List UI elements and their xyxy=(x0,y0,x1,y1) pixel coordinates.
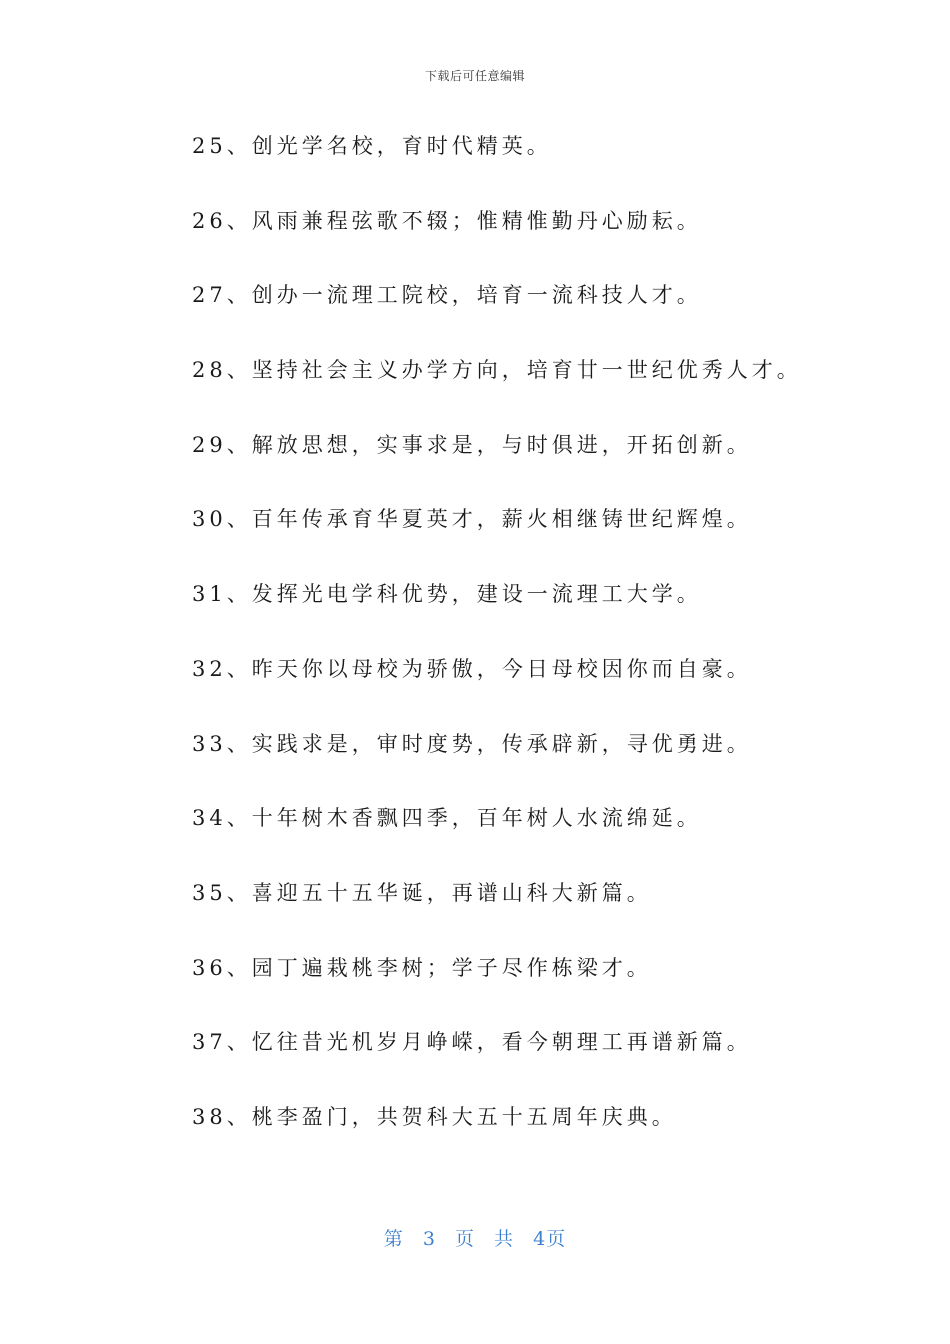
footer-page-prefix: 第 xyxy=(383,1228,404,1250)
header-note: 下载后可任意编辑 xyxy=(424,69,525,83)
slogan-line: 27、创办一流理工院校，培育一流科技人才。 xyxy=(192,283,702,308)
page-footer xyxy=(0,1224,950,1251)
footer-total-word: 共 xyxy=(494,1228,515,1250)
slogan-line: 35、喜迎五十五华诞，再谱山科大新篇。 xyxy=(192,880,652,905)
slogan-line: 37、忆往昔光机岁月峥嵘，看今朝理工再谱新篇。 xyxy=(192,1030,752,1055)
slogan-line: 28、坚持社会主义办学方向，培育廿一世纪优秀人才。 xyxy=(192,358,802,383)
footer-page-number: 3 xyxy=(422,1228,436,1250)
slogan-line: 32、昨天你以母校为骄傲，今日母校因你而自豪。 xyxy=(192,656,752,681)
slogan-line: 33、实践求是，审时度势，传承辟新，寻优勇进。 xyxy=(192,731,752,756)
slogan-line: 30、百年传承育华夏英才，薪火相继铸世纪辉煌。 xyxy=(192,507,752,532)
footer-page-word: 页 xyxy=(454,1228,475,1250)
slogan-line: 38、桃李盈门，共贺科大五十五周年庆典。 xyxy=(192,1104,677,1129)
slogan-line: 25、创光学名校，育时代精英。 xyxy=(192,134,552,158)
footer-total-pages: 4页 xyxy=(533,1228,567,1250)
slogan-line: 29、解放思想，实事求是，与时俱进，开拓创新。 xyxy=(192,432,752,457)
slogan-line: 34、十年树木香飘四季，百年树人水流绵延。 xyxy=(192,806,702,831)
slogan-line: 36、园丁遍栽桃李树；学子尽作栋梁才。 xyxy=(192,955,652,980)
slogan-list xyxy=(192,124,912,1170)
slogan-line: 31、发挥光电学科优势，建设一流理工大学。 xyxy=(192,582,702,607)
slogan-line: 26、风雨兼程弦歌不辍；惟精惟勤丹心励耘。 xyxy=(192,208,702,233)
